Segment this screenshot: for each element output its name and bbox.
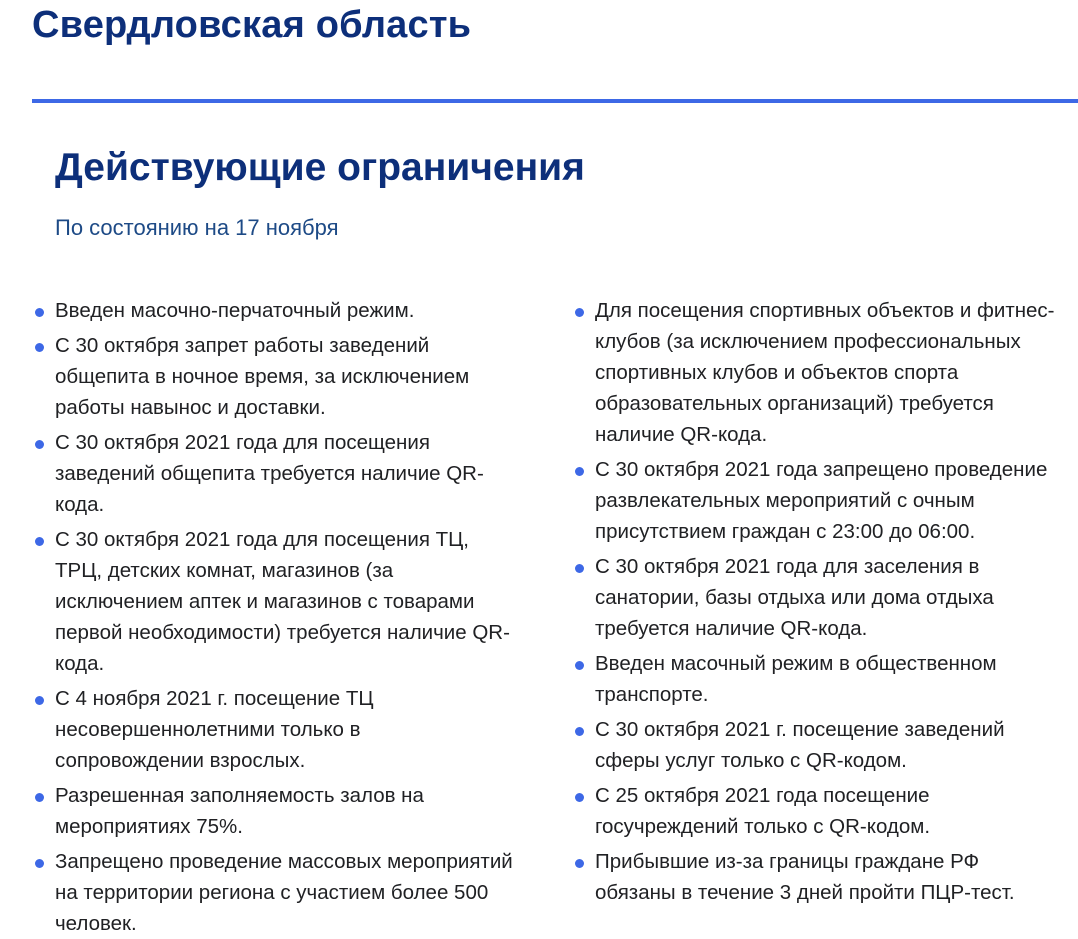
list-item: Разрешенная заполняемость залов на мероприятиях 75%. [33,780,513,842]
list-item: С 30 октября запрет работы заведений общепита в ночное время, за исключением работы навынос и доставки. [33,330,513,423]
list-item: С 4 ноября 2021 г. посещение ТЦ несовершеннолетними только в сопровождении взрослых. [33,683,513,776]
header-divider [32,99,1078,103]
list-item: Введен масочный режим в общественном транспорте. [573,648,1063,710]
list-item: С 30 октября 2021 года для посещения заведений общепита требуется наличие QR-кода. [33,427,513,520]
status-date: По состоянию на 17 ноября [55,215,339,240]
restrictions-list-right [573,295,1063,912]
list-item: С 30 октября 2021 года для посещения ТЦ, ТРЦ, детских комнат, магазинов (за исключением аптек и магазинов с товарами первой необходимости) требуется наличие QR-кода. [33,524,513,679]
list-item: Прибывшие из-за границы граждане РФ обязаны в течение 3 дней пройти ПЦР-тест. [573,846,1063,908]
region-title: Свердловская область [32,4,472,46]
list-item: Для посещения спортивных объектов и фитнес-клубов (за исключением профессиональных спортивных клубов и объектов спорта образовательных организаций) требуется наличие QR-кода. [573,295,1063,450]
list-item: С 30 октября 2021 года запрещено проведение развлекательных мероприятий с очным присутствием граждан с 23:00 до 06:00. [573,454,1063,547]
list-item: С 30 октября 2021 г. посещение заведений сферы услуг только с QR-кодом. [573,714,1063,776]
restrictions-list-left [33,295,513,939]
list-item: Запрещено проведение массовых мероприятий на территории региона с участием более 500 человек. [33,846,513,939]
list-item: С 25 октября 2021 года посещение госучреждений только с QR-кодом. [573,780,1063,842]
list-item: С 30 октября 2021 года для заселения в санатории, базы отдыха или дома отдыха требуется наличие QR-кода. [573,551,1063,644]
list-item: Введен масочно-перчаточный режим. [33,295,513,326]
section-title: Действующие ограничения [55,146,585,189]
